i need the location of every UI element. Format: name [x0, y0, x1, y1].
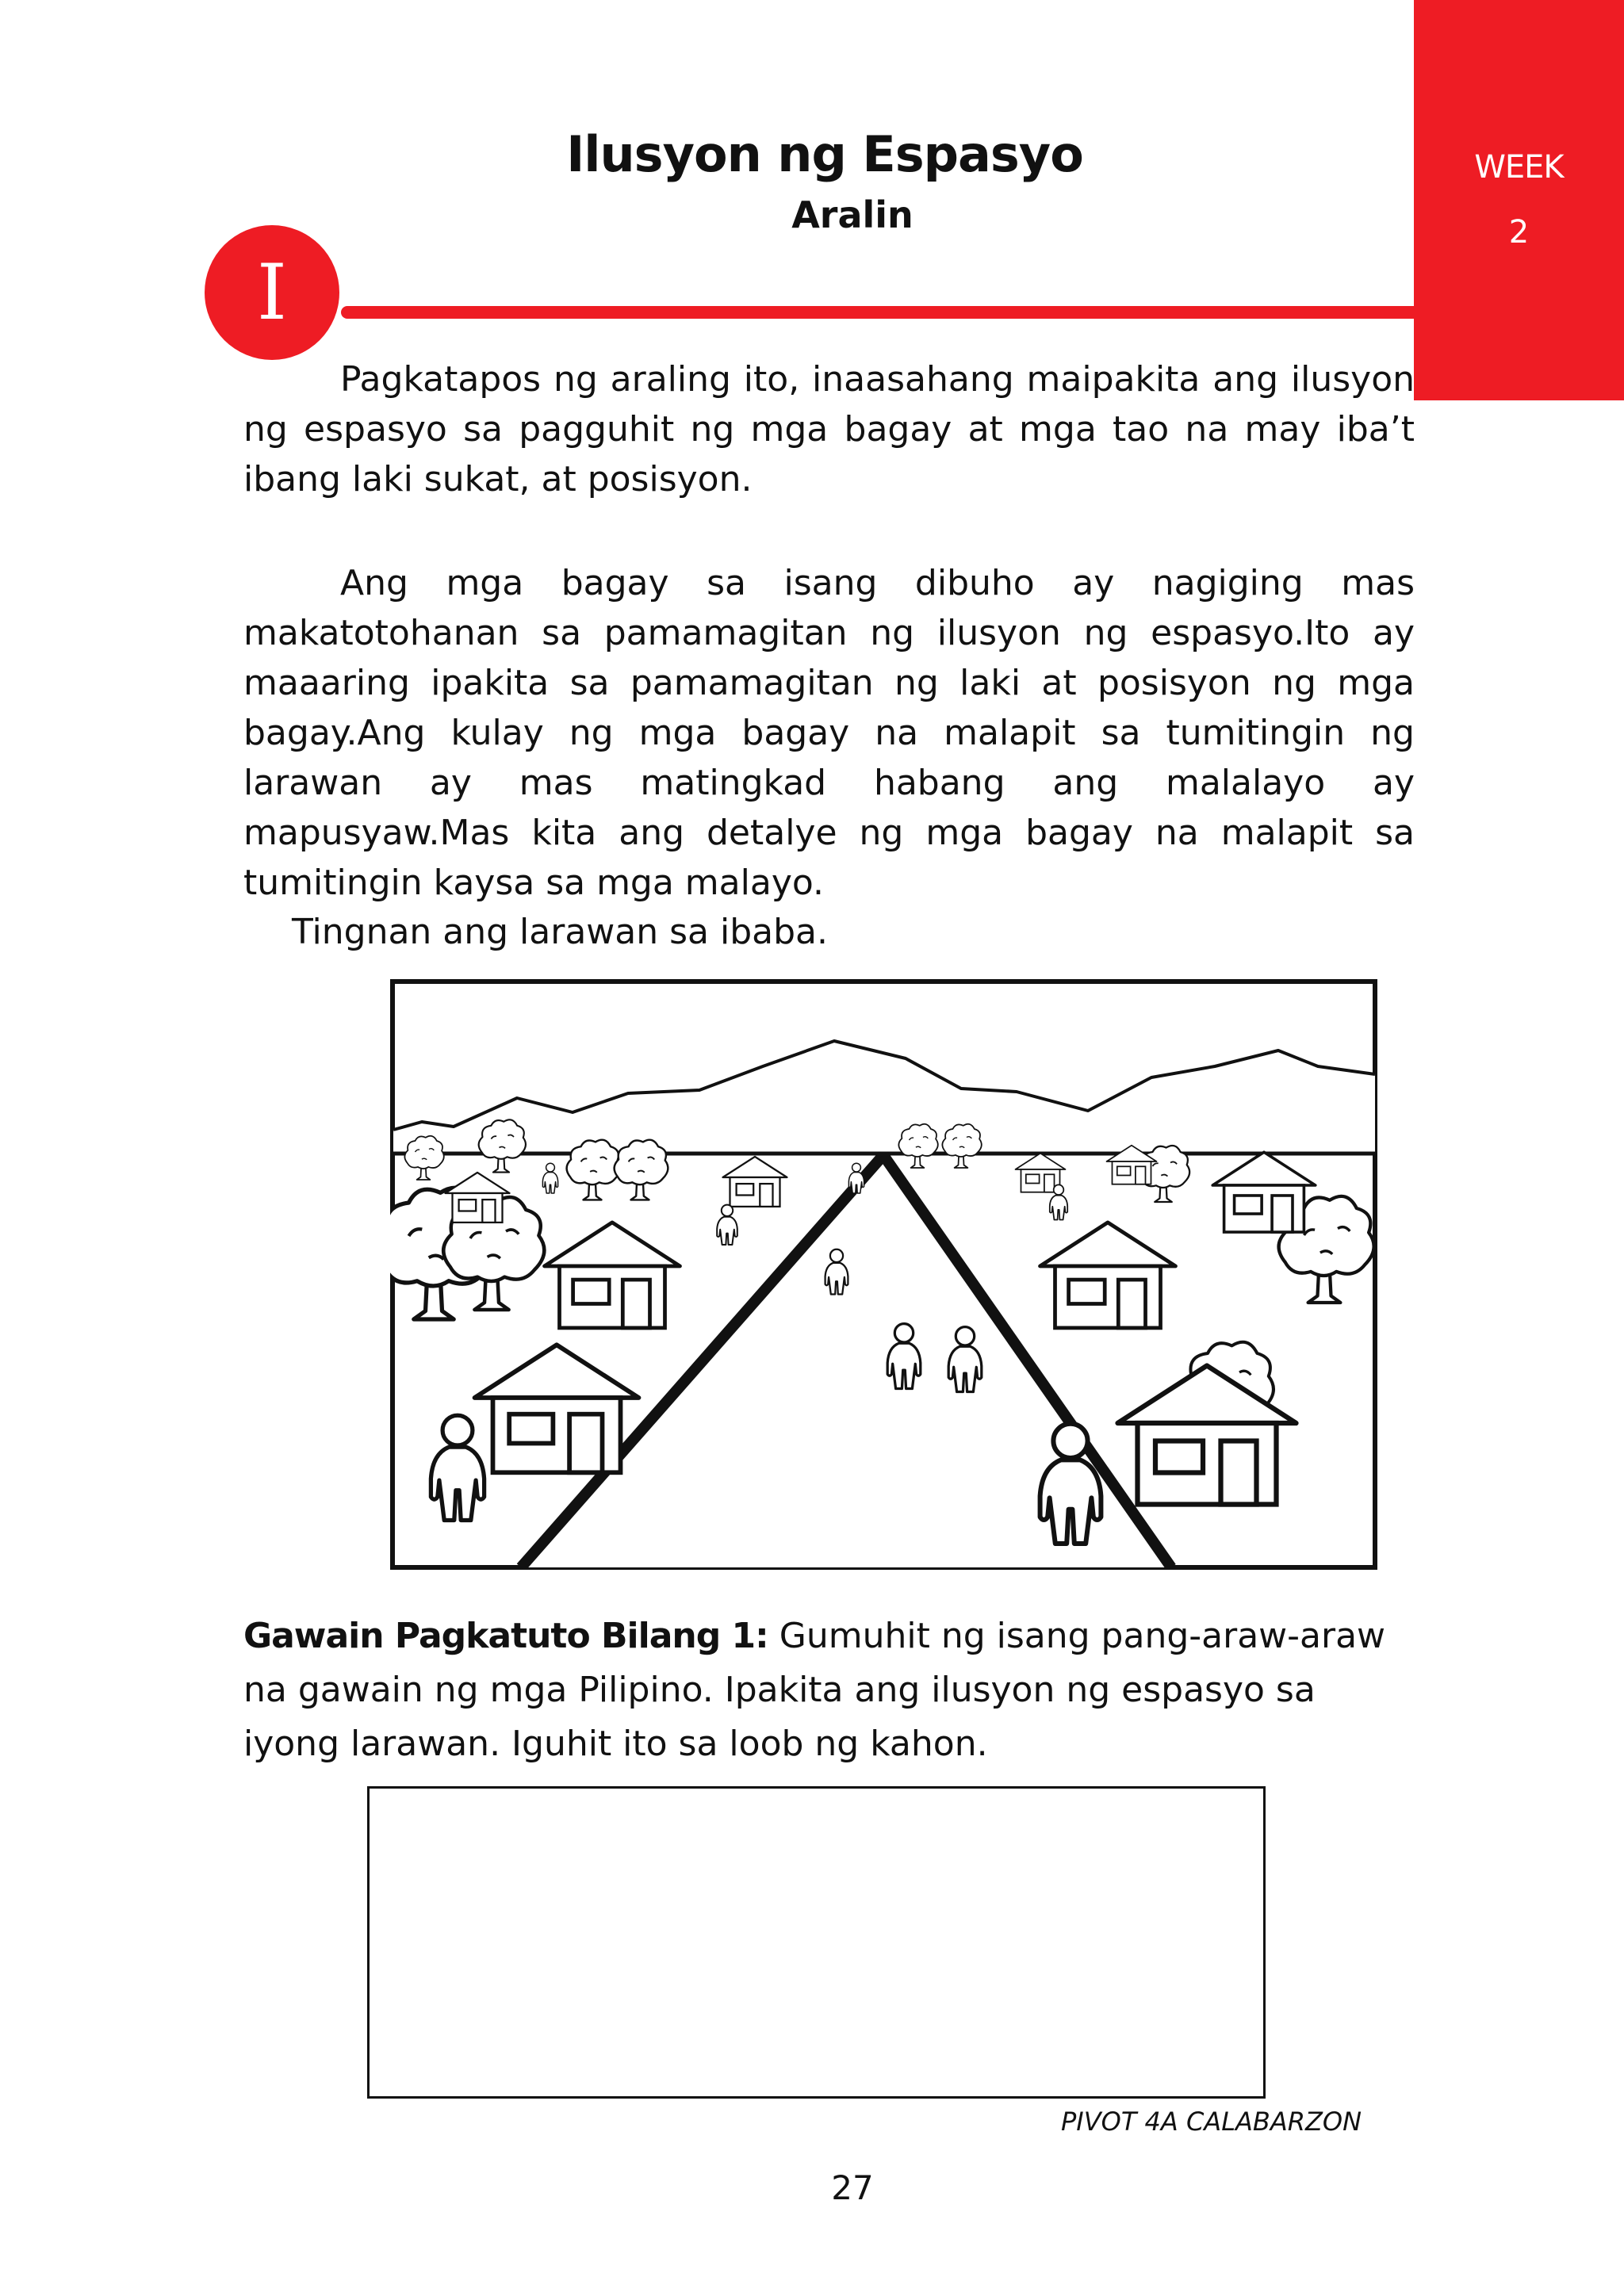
- explanation-text: Ang mga bagay sa isang dibuho ay nagiging mas makatotohanan sa pamamagitan ng ilusyon ng espasyo.Ito ay maaaring ipakita sa pamamagitan ng laki at posisyon ng mga bagay.Ang kulay ng mga bagay na malapit sa tumitingin ng larawan ay mas matingkad habang ang malalayo ay mapusyaw.Mas kita ang detalye ng mga bagay na malapit sa tumitingin kaysa sa mga malayo.: [243, 563, 1415, 903]
- footer-source: PIVOT 4A CALABARZON: [1061, 2107, 1362, 2137]
- page-subtitle: Aralin: [791, 193, 914, 236]
- activity-paragraph: [243, 1609, 1415, 1771]
- section-badge: I: [205, 225, 339, 360]
- page-number: 27: [831, 2168, 874, 2207]
- perspective-scene: [390, 979, 1377, 1570]
- activity-label: Gawain Pagkatuto Bilang 1:: [243, 1616, 768, 1656]
- look-instruction: Tingnan ang larawan sa ibaba.: [292, 912, 828, 952]
- perspective-illustration: [390, 979, 1377, 1570]
- page-title: Ilusyon ng Espasyo: [566, 125, 1083, 183]
- week-label: WEEK: [1474, 149, 1564, 186]
- objective-paragraph: [243, 354, 1415, 504]
- activity-text: Gumuhit ng isang pang-araw-araw na gawain ng mga Pilipino. Ipakita ang ilusyon ng espasyo sa iyong larawan. Iguhit ito sa loob ng kahon.: [243, 1616, 1386, 1764]
- header-divider: [341, 306, 1415, 319]
- drawing-box[interactable]: [367, 1786, 1266, 2099]
- objective-text: Pagkatapos ng araling ito, inaasahang maipakita ang ilusyon ng espasyo sa pagguhit ng mga bagay at mga tao na may iba’t ibang laki sukat, at posisyon.: [243, 359, 1415, 499]
- explanation-paragraph: [243, 558, 1415, 908]
- week-number: 2: [1508, 214, 1530, 251]
